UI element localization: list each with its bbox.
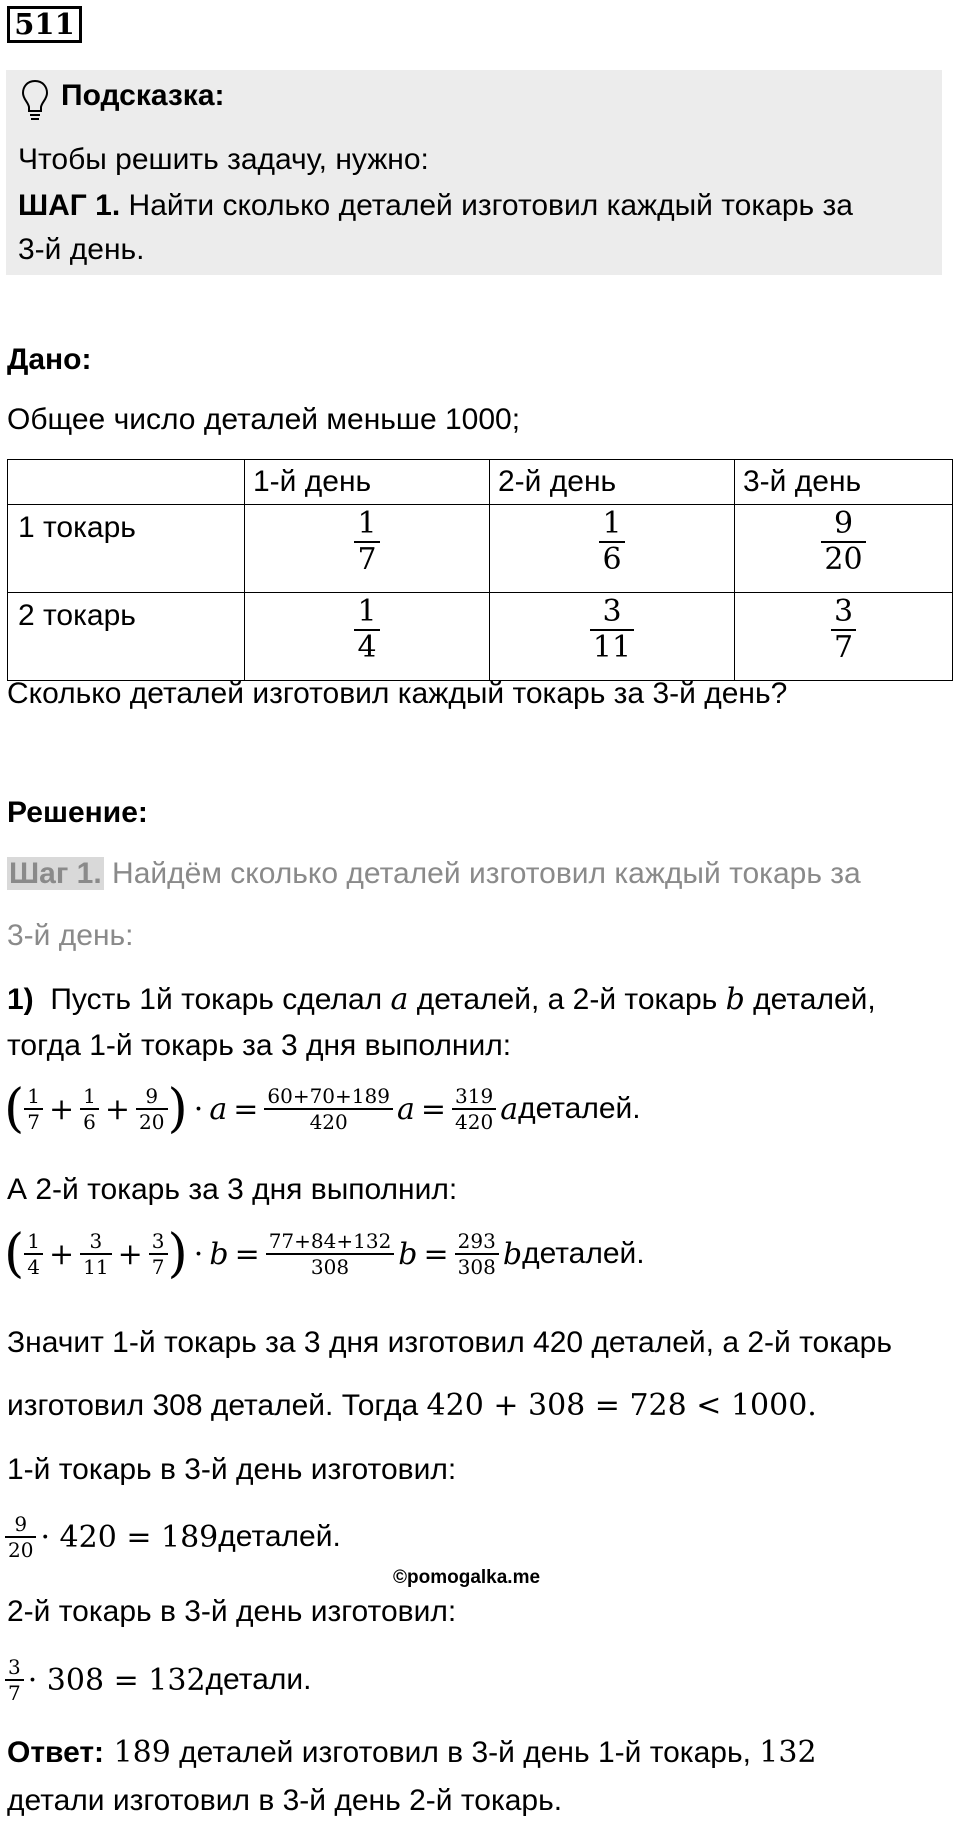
equation-3: $\frac{9}{20}$ · 420 = 189 деталей. — [5, 1512, 341, 1562]
lightbulb-icon — [20, 78, 50, 122]
table-header-cell: 3-й день — [735, 460, 953, 505]
solution-paragraph: 1-й токарь в 3-й день изготовил: — [7, 1453, 457, 1486]
given-title: Дано: — [7, 343, 92, 376]
hint-line: Чтобы решить задачу, нужно: — [18, 143, 429, 176]
table-row — [8, 505, 953, 593]
given-question: Сколько деталей изготовил каждый токарь за 3-й день? — [7, 677, 788, 710]
step-text: Найдём сколько деталей изготовил каждый токарь за — [103, 857, 861, 890]
table-header-cell — [8, 460, 245, 505]
fraction: $\frac{1}{4}$ — [354, 595, 379, 665]
hint-step-text: Найти сколько деталей изготовил каждый токарь за — [120, 189, 853, 222]
fraction: $\frac{1}{7}$ — [354, 507, 379, 577]
variable-b: b — [725, 982, 745, 1017]
watermark: ©pomogalka.me — [393, 1567, 541, 1588]
fraction: $\frac{3}{11}$ — [590, 595, 634, 665]
fraction: $\frac{3}{7}$ — [831, 595, 856, 665]
table-cell — [735, 505, 953, 593]
solution-paragraph: А 2-й токарь за 3 дня выполнил: — [7, 1173, 458, 1206]
row-label: 2 токарь — [8, 593, 245, 681]
solution-paragraph: 1) Пусть 1й токарь сделал a деталей, а 2-й токарь b деталей, — [7, 982, 876, 1017]
hint-box — [6, 70, 942, 275]
table-header-cell: 1-й день — [245, 460, 490, 505]
table-cell — [735, 593, 953, 681]
solution-paragraph: Значит 1-й токарь за 3 дня изготовил 420 деталей, а 2-й токарь — [7, 1326, 892, 1359]
equation-4: $\frac{3}{7}$ · 308 = 132 детали. — [5, 1655, 311, 1705]
task-number: 511 — [7, 6, 82, 43]
solution-paragraph: тогда 1-й токарь за 3 дня выполнил: — [7, 1029, 512, 1062]
step-cont: 3-й день: — [7, 919, 134, 952]
inline-math: 420 + 308 = 728 < 1000. — [426, 1388, 817, 1423]
hint-step-cont: 3-й день. — [18, 233, 145, 266]
variable-a: a — [390, 982, 409, 1017]
fraction: $\frac{9}{20}$ — [821, 507, 865, 577]
answer-cont: детали изготовил в 3-й день 2-й токарь. — [7, 1784, 563, 1817]
hint-title: Подсказка: — [61, 79, 225, 112]
answer: Ответ: 189 деталей изготовил в 3-й день 1-й токарь, 132 — [7, 1735, 817, 1770]
table-header-row — [8, 460, 953, 505]
item-number: 1) — [7, 983, 34, 1016]
fraction: $\frac{1}{6}$ — [599, 507, 624, 577]
solution-paragraph: изготовил 308 деталей. Тогда 420 + 308 = 728 < 1000. — [7, 1388, 817, 1423]
solution-title: Решение: — [7, 796, 148, 829]
table-header-cell: 2-й день — [490, 460, 735, 505]
solution-step — [7, 856, 861, 892]
given-table — [7, 459, 953, 681]
given-condition: Общее число деталей меньше 1000; — [7, 403, 521, 436]
table-cell — [245, 505, 490, 593]
hint-step — [18, 188, 853, 224]
table-cell — [490, 505, 735, 593]
hint-step-label: ШАГ 1. — [18, 189, 121, 222]
solution-paragraph: 2-й токарь в 3-й день изготовил: — [7, 1595, 457, 1628]
equation-1: ( $\frac{1}{7}$ + $\frac{1}{6}$ + $\frac{9}{20}$ ) · a = $\frac{60+70+189}{420}$ a = $\frac{319}{420}$ a деталей. — [4, 1079, 641, 1139]
step-label: Шаг 1. — [9, 857, 102, 890]
equation-2: ( $\frac{1}{4}$ + $\frac{3}{11}$ + $\frac{3}{7}$ ) · b = $\frac{77+84+132}{308}$ b = $\frac{293}{308}$ b деталей. — [4, 1224, 645, 1284]
row-label: 1 токарь — [8, 505, 245, 593]
table-cell — [245, 593, 490, 681]
table-row — [8, 593, 953, 681]
answer-label: Ответ: — [7, 1736, 105, 1769]
table-cell — [490, 593, 735, 681]
